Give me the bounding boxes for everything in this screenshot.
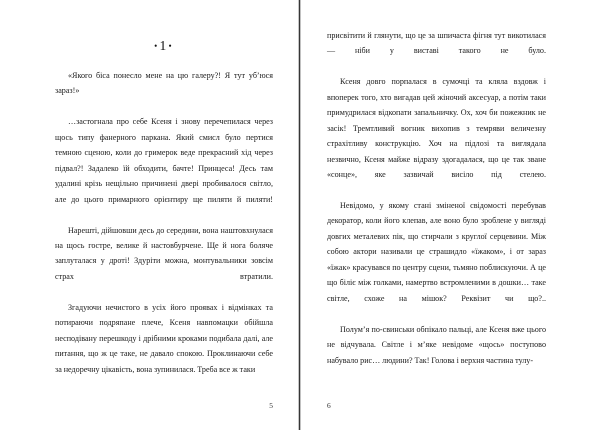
paragraph: Ксеня довго порпалася в сумочці та кляла вздовж і впоперек того, хто вигадав цей жіночий аксесуар, а потім таки примудрилася відкопати запальничку. Ох, хоч би пожежник не засік! Тремтливий вогник вихопив з темряви величезну страхітливу конструкцію. Хоч на підлозі та виглядала незвично, Ксеня майже відразу здогадалася, що це так зване «сонце», яке зазвичай висіло під стелею. bbox=[327, 77, 546, 180]
paragraph: Невідомо, у якому стані зміненої свідомості перебував декоратор, коли його клепав, але воно було зроблене у вигляді довгих металевих пік, що стирчали з круглої серцевини. Між собою актори називали це страшидло «їжаком», і от зараз «їжак» красувався по центру сцени, тьмяно поблискуючи. А це що біліє між голками, намертво встромленими в дошки… таке світле, схоже на мішок? Реквізит чи що?.. bbox=[327, 200, 546, 303]
ornament-left-icon: • bbox=[154, 41, 160, 52]
paragraph: присвітити й глянути, що це за шпичаста фігня тут викотилася — ніби у виставі такого не було. bbox=[327, 31, 546, 56]
right-page bbox=[301, 0, 600, 430]
left-page-textblock bbox=[55, 68, 273, 377]
chapter-number: 1 bbox=[159, 38, 169, 53]
paragraph: …застогнала про себе Ксеня і знову перечепилася через щось типу фанерного паркана. Який смисл було пертися темною сценою, коли до гримерок веде прекрасний хід через підвал?! Задалеко їй обходити, бачте! Принцеса! Десь там удалині крізь нещільно причинені двері пробивалося світло, але до цього примарного орієнтиру ще пиляти й пиляти! bbox=[55, 117, 273, 204]
right-page-textblock bbox=[327, 28, 546, 368]
left-page bbox=[0, 0, 298, 430]
paragraph: Полум’я по-свинськи обпікало пальці, але Ксеня вже цього не відчувала. Світле і м’яке невідоме «щось» поступово набувало рис… людини? Так! Голова і верхня частина тулу- bbox=[327, 324, 546, 365]
ornament-right-icon: • bbox=[168, 41, 174, 52]
paragraph: Згадуючи нечистого в усіх його проявах і відмінках та потираючи подряпане плече, Ксеня навпомацки обійшла несподівану перешкоду і дрібними кроками подибала далі, але питання, що ж це таке, не давало спокою. Проклинаючи себе за недоречну цікавість, вона зупинилася. Треба все ж таки bbox=[55, 302, 273, 374]
page-number-left: 5 bbox=[269, 401, 273, 410]
chapter-heading bbox=[55, 38, 273, 55]
page-number-right: 6 bbox=[327, 401, 331, 410]
paragraph: «Якого біса понесло мене на цю галеру?! Я тут уб’юся зараз!» bbox=[55, 71, 273, 96]
paragraph: Нарешті, дійшовши десь до середини, вона наштовхнулася на щось гостре, велике й настовбурчене. Ще й нога боляче заплуталася у дроті! Здуріти можна, монтувальники зовсім страх втратили. bbox=[55, 225, 273, 281]
